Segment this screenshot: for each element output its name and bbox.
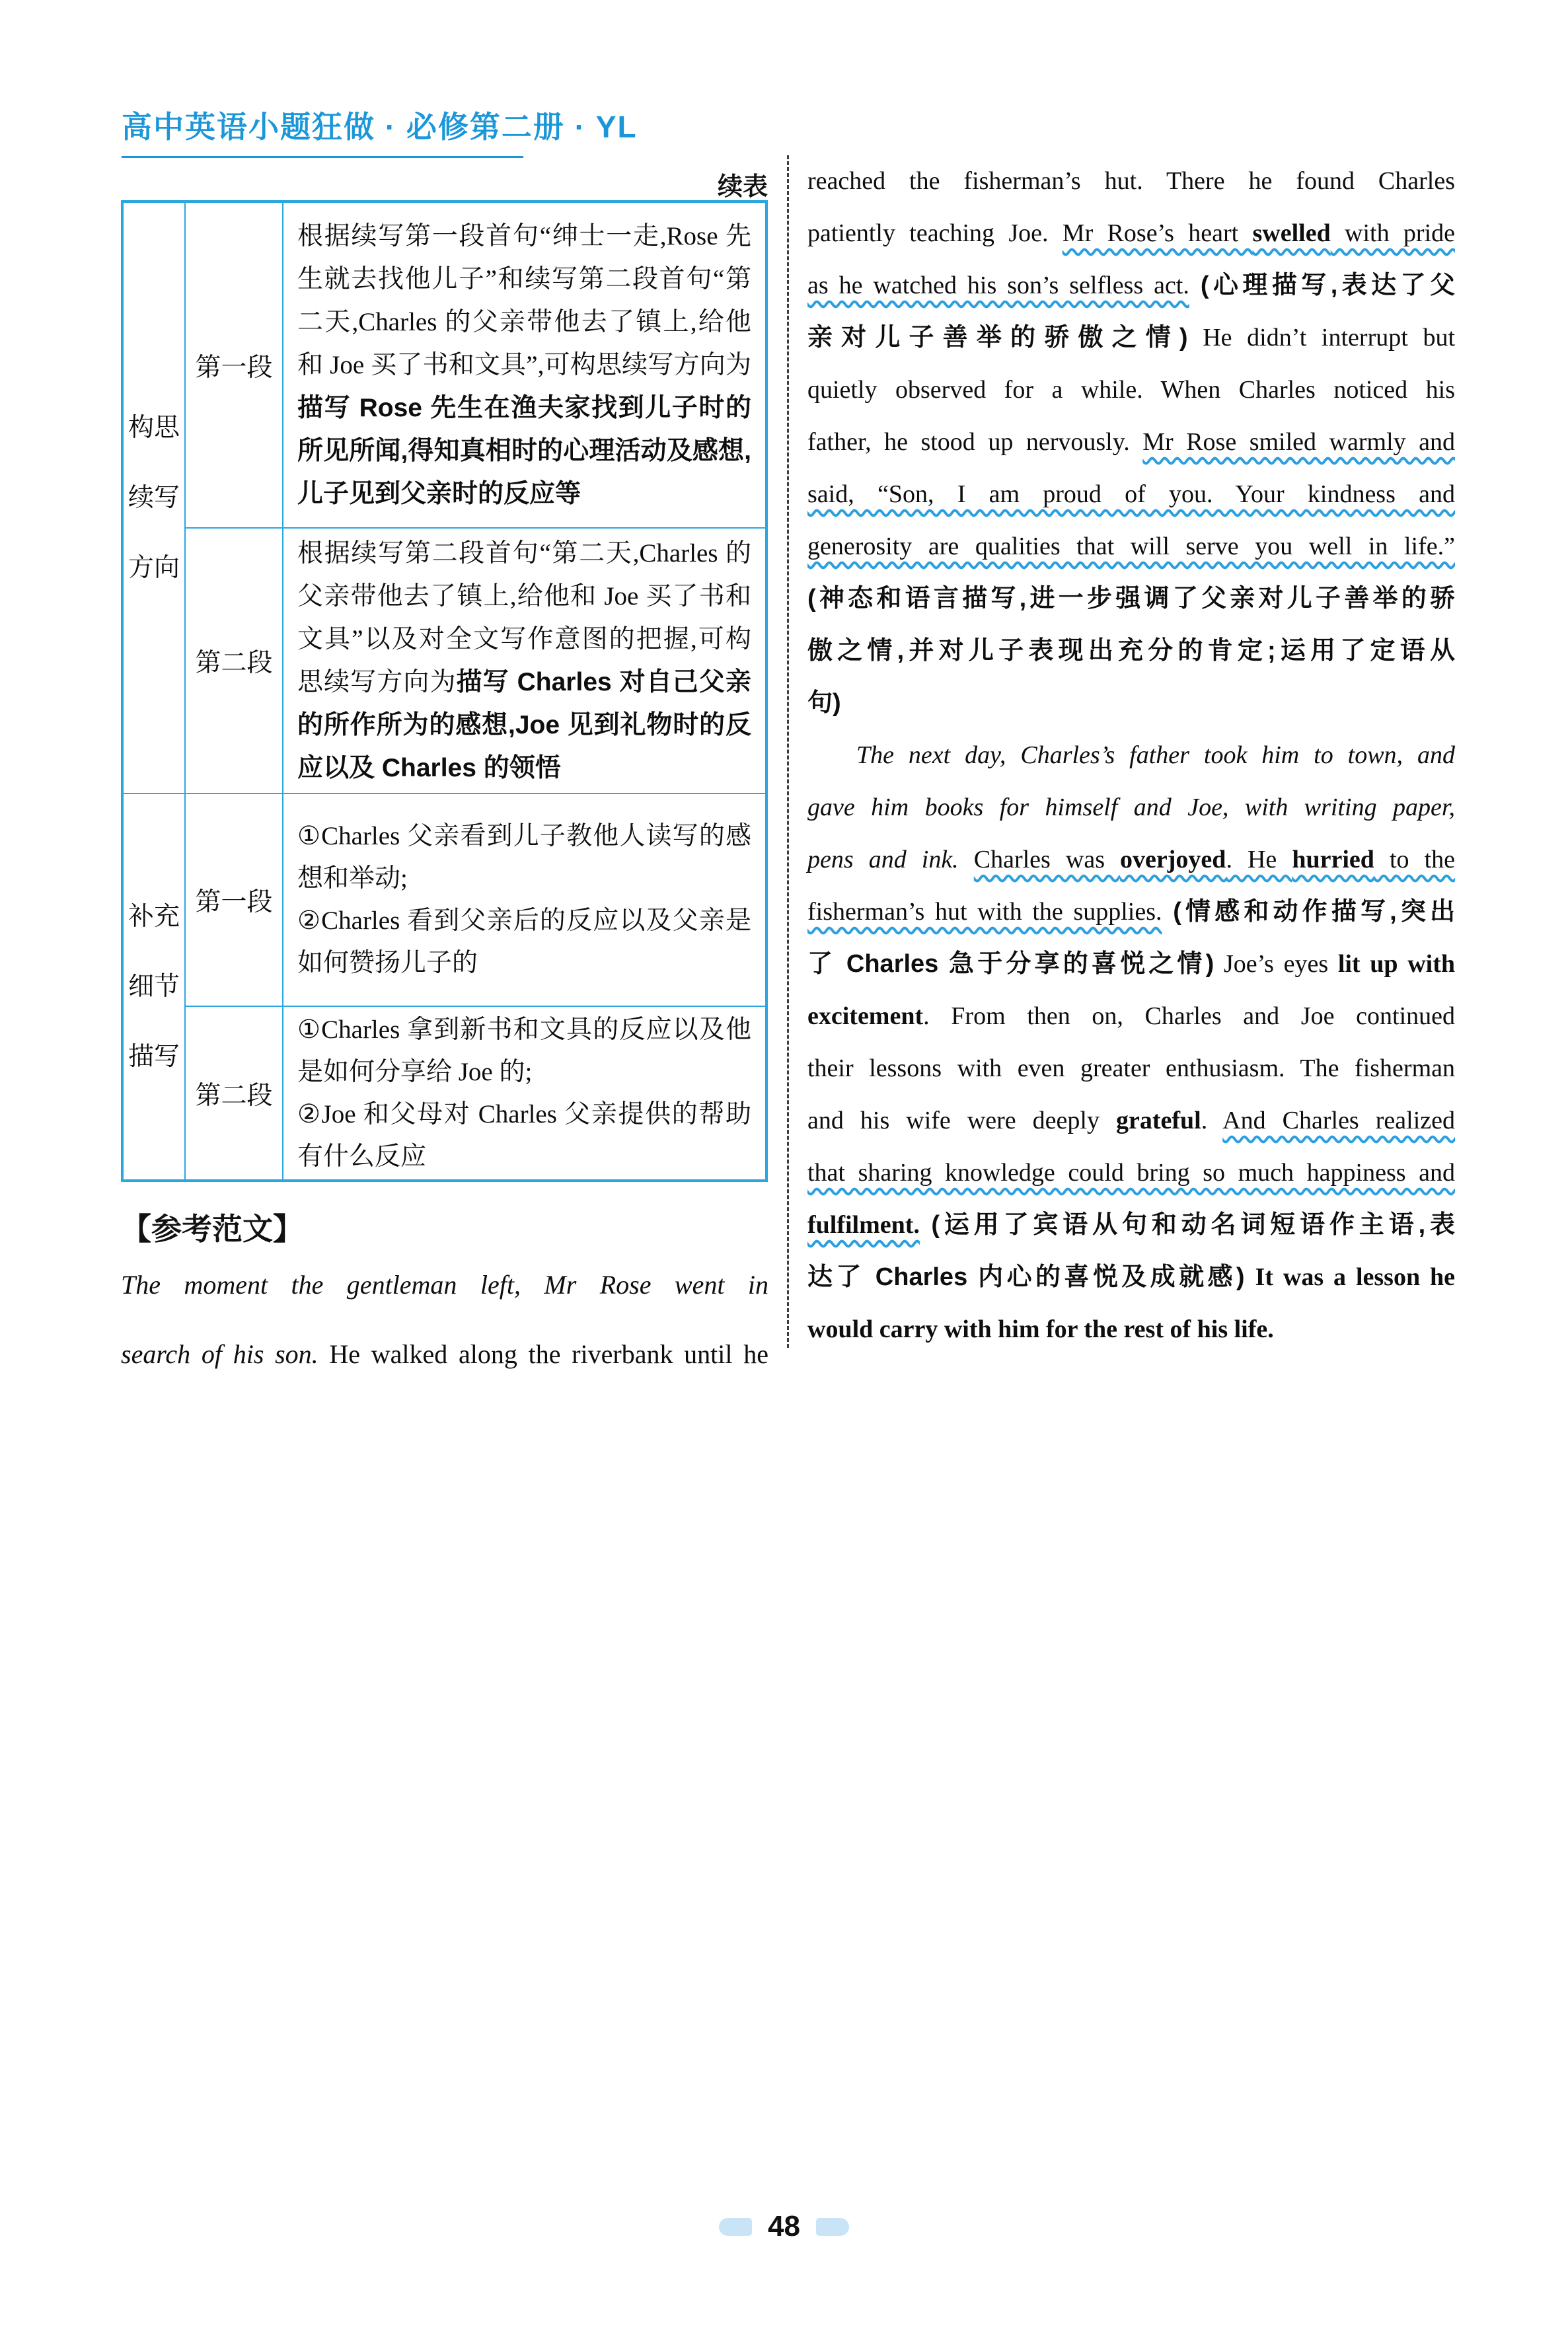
row-content-detail-para2 bbox=[283, 1007, 765, 1179]
row-content-para1 bbox=[283, 203, 765, 529]
text-segment: ①Charles 父亲看到儿子教他人读写的感想和举动; bbox=[297, 822, 751, 893]
title-underline bbox=[122, 156, 523, 158]
text-segment: overjoyed bbox=[1120, 846, 1226, 873]
text-line bbox=[807, 416, 1455, 468]
text-segment: said, “Son, I am proud of you. Your kindness and bbox=[807, 480, 1455, 508]
text-line bbox=[807, 312, 1455, 364]
text-line bbox=[807, 990, 1455, 1043]
text-segment: (情感和动作描写,突出 bbox=[1162, 898, 1455, 926]
text-line bbox=[807, 1304, 1455, 1356]
text-segment: would carry with him for the rest of his life. bbox=[807, 1315, 1274, 1343]
footer-pill-right bbox=[816, 2218, 849, 2236]
text-line bbox=[807, 834, 1455, 886]
row-label-para1: 第一段 bbox=[186, 203, 283, 529]
text-segment: quietly observed for a while. When Charles noticed his bbox=[807, 376, 1455, 404]
row-content-detail-para1 bbox=[283, 794, 765, 1007]
row-label-para2: 第二段 bbox=[186, 529, 283, 794]
text-segment: that sharing knowledge could bring so much happiness and bbox=[807, 1159, 1455, 1187]
text-segment: gave him books for himself and Joe, with writing paper, bbox=[807, 793, 1455, 821]
text-line bbox=[807, 1095, 1455, 1147]
text-segment: reached the fisherman’s hut. There he found Charles bbox=[807, 167, 1455, 195]
row-label-detail-para2: 第二段 bbox=[186, 1007, 283, 1179]
text-segment: Mr Rose’s heart bbox=[1062, 219, 1253, 247]
table-paragraph bbox=[297, 532, 751, 790]
row-content-para2 bbox=[283, 529, 765, 794]
text-line bbox=[807, 207, 1455, 260]
table-paragraph bbox=[297, 1093, 751, 1178]
text-line bbox=[807, 1147, 1455, 1199]
text-segment: He didn’t interrupt but bbox=[1187, 324, 1456, 351]
text-segment: ①Charles 拿到新书和文具的反应以及他是如何分享给 Joe 的; bbox=[297, 1015, 751, 1086]
text-line bbox=[807, 1251, 1455, 1304]
text-segment: And Charles realized bbox=[1222, 1107, 1455, 1134]
text-segment: Mr Rose smiled warmly and bbox=[1142, 428, 1456, 456]
text-segment: to the bbox=[1374, 846, 1456, 873]
text-line bbox=[807, 468, 1455, 521]
text-segment: 描写 Rose 先生在渔夫家找到儿子时的所见所闻,得知真相时的心理活动及感想,儿子见到父亲时的反应等 bbox=[297, 394, 751, 508]
column-divider bbox=[787, 155, 789, 1348]
row-label-detail-para1: 第一段 bbox=[186, 794, 283, 1007]
footer-pill-left bbox=[719, 2218, 752, 2236]
text-segment: 了 Charles 急于分享的喜悦之情) bbox=[807, 950, 1214, 978]
text-line bbox=[807, 886, 1455, 938]
text-segment: (心理描写,表达了父 bbox=[1189, 272, 1455, 299]
text-segment: ②Charles 看到父亲后的反应以及父亲是如何赞扬儿子的 bbox=[297, 906, 751, 977]
reference-essay-heading: 【参考范文】 bbox=[121, 1212, 303, 1246]
table-paragraph bbox=[297, 215, 751, 515]
text-segment: search of his son. bbox=[121, 1339, 318, 1369]
text-segment: . From then on, Charles and Joe continued bbox=[923, 1002, 1455, 1030]
text-segment: (运用了宾语从句和动名词短语作主语,表 bbox=[919, 1211, 1455, 1239]
text-segment: 达了 Charles 内心的喜悦及成就感) bbox=[807, 1263, 1255, 1291]
text-line bbox=[121, 1250, 768, 1319]
text-segment: (神态和语言描写,进一步强调了父亲对儿子善举的骄 bbox=[807, 585, 1455, 612]
text-line bbox=[807, 729, 1455, 782]
group-char-line: 细节 bbox=[128, 972, 180, 1001]
reference-essay-paragraph bbox=[121, 1250, 768, 1389]
text-line bbox=[807, 521, 1455, 573]
table-paragraph bbox=[297, 1009, 751, 1093]
text-segment: 根据续写第一段首句“绅士一走,Rose 先生就去找他儿子”和续写第二段首句“第二天,Charles 的父亲带他去了镇上,给他和 Joe 买了书和文具”,可构思续写方向为 bbox=[297, 222, 751, 379]
text-segment: 亲对儿子善举的骄傲之情) bbox=[807, 324, 1188, 351]
text-segment: as he watched his son’s selfless act. bbox=[807, 272, 1189, 299]
text-segment: lit up with bbox=[1337, 950, 1455, 978]
table-group-detail-description bbox=[124, 794, 186, 1179]
text-segment: The moment the gentleman left, Mr Rose went in bbox=[121, 1270, 768, 1300]
text-line bbox=[807, 155, 1455, 207]
text-line bbox=[807, 938, 1455, 990]
text-segment: . He bbox=[1226, 846, 1292, 873]
text-segment: fisherman’s hut with the supplies. bbox=[807, 898, 1162, 926]
book-title: 高中英语小题狂做 · 必修第二册 · YL bbox=[122, 110, 638, 144]
group-char-line: 方向 bbox=[128, 553, 180, 582]
text-segment: 句) bbox=[807, 689, 841, 717]
text-segment: generosity are qualities that will serve you well in life.” bbox=[807, 533, 1455, 560]
table-group-plan-direction bbox=[124, 203, 186, 794]
table-paragraph bbox=[297, 815, 751, 900]
text-segment: fulfilment. bbox=[807, 1211, 920, 1239]
text-segment: 傲之情,并对儿子表现出充分的肯定;运用了定语从 bbox=[807, 637, 1455, 665]
text-line bbox=[121, 1319, 768, 1389]
text-line bbox=[807, 677, 1455, 729]
text-segment: hurried bbox=[1292, 846, 1374, 873]
text-segment: patiently teaching Joe. bbox=[807, 219, 1063, 247]
group-char-line: 补充 bbox=[128, 902, 180, 931]
text-segment: ②Joe 和父母对 Charles 父亲提供的帮助有什么反应 bbox=[297, 1099, 751, 1171]
text-line bbox=[807, 573, 1455, 625]
text-line bbox=[807, 364, 1455, 416]
text-line bbox=[807, 1043, 1455, 1095]
text-segment: excitement bbox=[807, 1002, 924, 1030]
text-segment: swelled bbox=[1252, 219, 1331, 247]
essay-continuation-column bbox=[807, 155, 1455, 1356]
text-segment: Joe’s eyes bbox=[1214, 950, 1338, 978]
writing-plan-table bbox=[121, 200, 768, 1182]
text-segment: The next day, Charles’s father took him to town, and bbox=[856, 741, 1455, 769]
group-char-line: 描写 bbox=[128, 1042, 180, 1071]
table-continued-label: 续表 bbox=[717, 173, 768, 201]
text-segment: grateful bbox=[1116, 1107, 1201, 1134]
text-segment: . bbox=[1201, 1107, 1223, 1134]
text-segment: He walked along the riverbank until he bbox=[318, 1339, 768, 1369]
text-segment: 描写 Charles 对自己父亲的所作所为的感想,Joe 见到礼物时的反应以及 Charles 的领悟 bbox=[297, 668, 751, 782]
text-segment bbox=[959, 846, 974, 873]
text-segment: and his wife were deeply bbox=[807, 1107, 1116, 1134]
text-line bbox=[807, 1199, 1455, 1251]
page-number: 48 bbox=[768, 2210, 800, 2242]
text-segment: their lessons with even greater enthusiasm. The fisherman bbox=[807, 1054, 1455, 1082]
text-line bbox=[807, 625, 1455, 677]
text-segment: 根据续写第二段首句“第二天,Charles 的父亲带他去了镇上,给他和 Joe 买了书和文具”以及对全文写作意图的把握,可构思续写方向为 bbox=[297, 539, 751, 696]
text-segment: It was a lesson he bbox=[1255, 1263, 1455, 1291]
text-segment: father, he stood up nervously. bbox=[807, 428, 1143, 456]
group-char-line: 构思 bbox=[128, 413, 180, 442]
text-segment: Charles was bbox=[973, 846, 1121, 873]
text-line bbox=[807, 782, 1455, 834]
text-segment: with pride bbox=[1330, 219, 1455, 247]
text-segment: pens and ink. bbox=[807, 846, 959, 873]
group-char-line: 续写 bbox=[128, 483, 180, 512]
table-paragraph bbox=[297, 900, 751, 984]
page-footer bbox=[0, 2210, 1568, 2243]
text-line bbox=[807, 260, 1455, 312]
